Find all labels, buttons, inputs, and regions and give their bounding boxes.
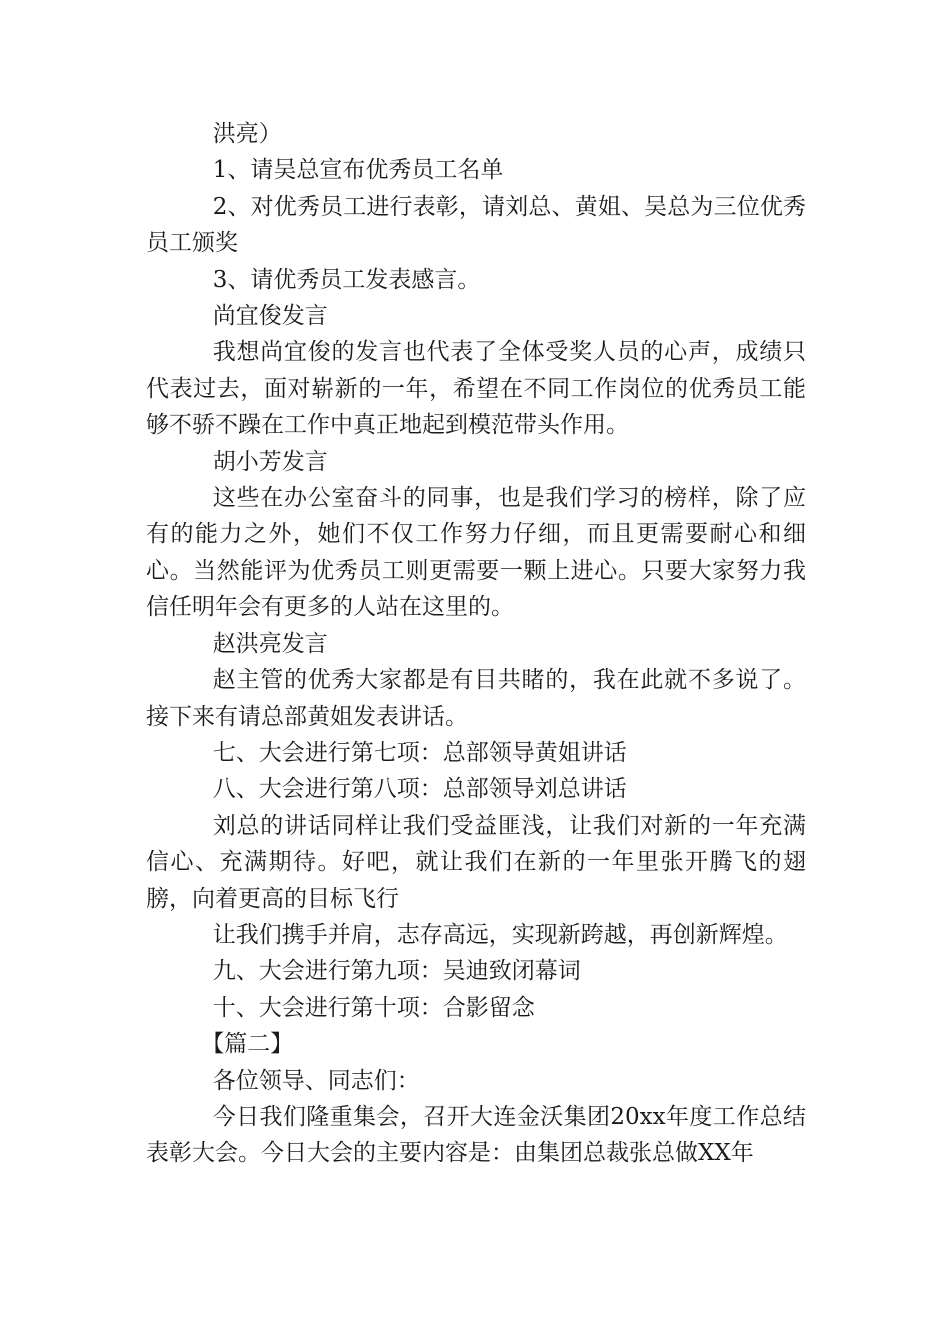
agenda-item: 十、大会进行第十项：合影留念	[212, 994, 535, 1021]
speaker-heading: 赵洪亮发言	[212, 630, 328, 657]
agenda-item: 八、大会进行第八项：总部领导刘总讲话	[212, 776, 627, 803]
paragraph: 赵主管的优秀大家都是有目共睹的，我在此就不多说了。接下来有请总部黄姐发表讲话。	[146, 667, 806, 730]
paragraph: 1、请吴总宣布优秀员工名单	[212, 157, 504, 184]
paragraph: 让我们携手并肩，志存高远，实现新跨越，再创新辉煌。	[212, 921, 788, 948]
speaker-heading: 胡小芳发言	[212, 448, 328, 475]
salutation: 各位领导、同志们：	[212, 1067, 420, 1094]
agenda-item: 九、大会进行第九项：吴迪致闭幕词	[212, 958, 581, 985]
paragraph: 我想尚宜俊的发言也代表了全体受奖人员的心声，成绩只代表过去，面对崭新的一年，希望在不同工作岗位的优秀员工能够不骄不躁在工作中真正地起到模范带头作用。	[146, 339, 806, 439]
paragraph: 这些在办公室奋斗的同事，也是我们学习的榜样，除了应有的能力之外，她们不仅工作努力仔细，而且更需要耐心和细心。当然能评为优秀员工则更需要一颗上进心。只要大家努力我信任明年会有更多的人站在这里的。	[146, 485, 806, 621]
paragraph: 今日我们隆重集会，召开大连金沃集团20xx年度工作总结表彰大会。今日大会的主要内容是：由集团总裁张总做XX年	[146, 1103, 806, 1167]
speaker-heading: 尚宜俊发言	[212, 303, 328, 330]
document-body	[146, 116, 806, 1172]
paragraph: 3、请优秀员工发表感言。	[212, 266, 481, 293]
section-heading: 【篇二】	[201, 1031, 294, 1058]
paragraph: 刘总的讲话同样让我们受益匪浅，让我们对新的一年充满信心、充满期待。好吧，就让我们在新的一年里张开腾飞的翅膀，向着更高的目标飞行	[146, 812, 806, 912]
paragraph: 洪亮）	[212, 121, 282, 147]
paragraph: 2、对优秀员工进行表彰，请刘总、黄姐、吴总为三位优秀员工颁奖	[146, 193, 806, 257]
agenda-item: 七、大会进行第七项：总部领导黄姐讲话	[212, 739, 627, 766]
